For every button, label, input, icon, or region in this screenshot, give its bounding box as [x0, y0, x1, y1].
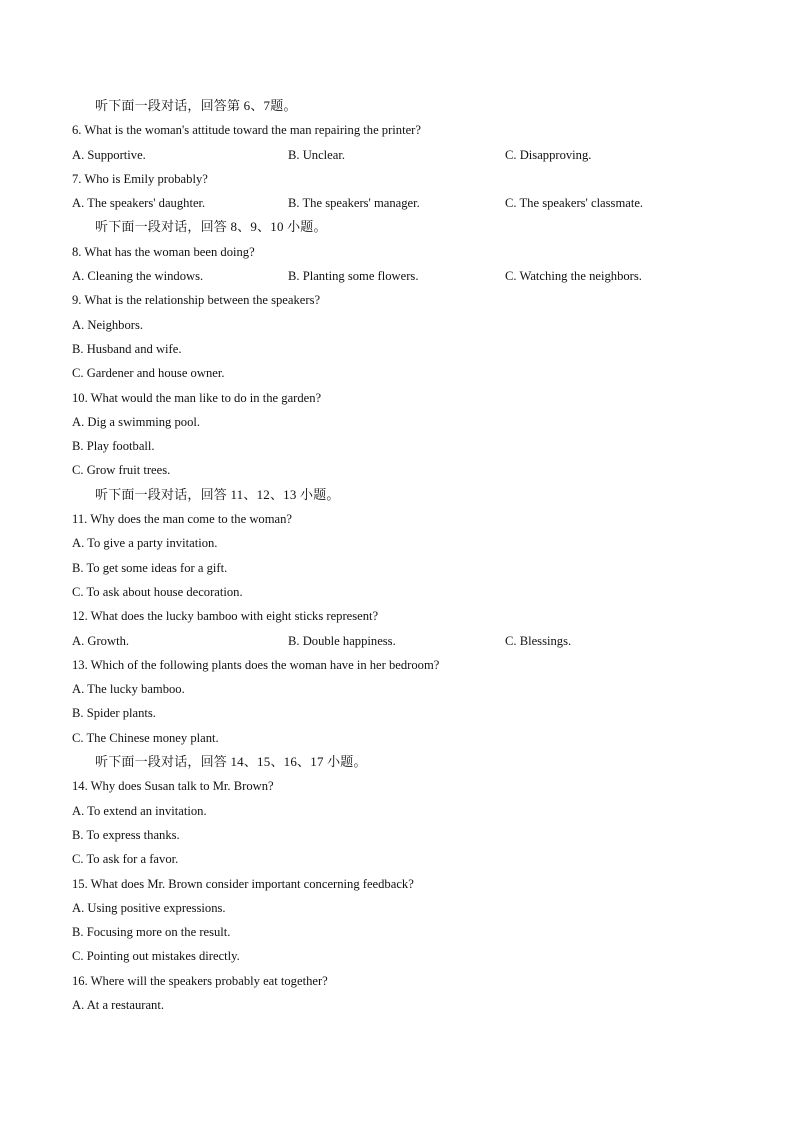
option-b: B. Husband and wife.	[72, 341, 182, 356]
section-instruction: 听下面一段对话，回答 11、12、13 小题。	[95, 486, 340, 502]
option-b: B. Play football.	[72, 439, 155, 454]
option-a: A. Using positive expressions.	[72, 900, 226, 915]
option-b: B. Double happiness.	[288, 633, 396, 648]
question-text: 9. What is the relationship between the speakers?	[72, 293, 321, 308]
option-c: C. To ask for a favor.	[72, 852, 179, 867]
option-b: B. Spider plants.	[72, 706, 156, 721]
option-c: C. To ask about house decoration.	[72, 584, 243, 599]
option-a: A. The lucky bamboo.	[72, 682, 185, 697]
section-instruction: 听下面一段对话，回答 14、15、16、17 小题。	[95, 754, 367, 770]
question-text: 8. What has the woman been doing?	[72, 244, 255, 259]
option-c: C. Pointing out mistakes directly.	[72, 949, 240, 964]
option-b: B. Planting some flowers.	[288, 269, 419, 284]
option-a: A. Dig a swimming pool.	[72, 414, 201, 429]
question-text: 14. Why does Susan talk to Mr. Brown?	[72, 779, 274, 794]
question-text: 16. Where will the speakers probably eat together?	[72, 973, 328, 988]
option-c: C. The speakers' classmate.	[505, 196, 644, 211]
section-instruction: 听下面一段对话，回答 8、9、10 小题。	[95, 219, 327, 235]
option-a: A. Supportive.	[72, 147, 146, 162]
options-row	[72, 264, 752, 288]
option-a: A. To extend an invitation.	[72, 803, 207, 818]
option-b: B. To express thanks.	[72, 827, 180, 842]
option-b: B. To get some ideas for a gift.	[72, 560, 228, 575]
option-a: A. Growth.	[72, 633, 130, 648]
option-a: A. At a restaurant.	[72, 997, 164, 1012]
option-b: B. Focusing more on the result.	[72, 925, 231, 940]
option-c: C. Gardener and house owner.	[72, 366, 225, 381]
section-instruction: 听下面一段对话，回答第 6、7题。	[95, 98, 297, 113]
question-text: 10. What would the man like to do in the garden?	[72, 390, 322, 405]
question-text: 13. Which of the following plants does the woman have in her bedroom?	[72, 657, 440, 672]
option-a: A. Neighbors.	[72, 317, 144, 332]
option-c: C. Watching the neighbors.	[505, 269, 642, 284]
option-b: B. Unclear.	[288, 147, 346, 162]
options-row	[72, 191, 752, 215]
question-text: 11. Why does the man come to the woman?	[72, 512, 292, 527]
option-b: B. The speakers' manager.	[288, 196, 420, 211]
options-row	[72, 629, 752, 653]
question-text: 6. What is the woman's attitude toward the man repairing the printer?	[72, 123, 421, 138]
question-text: 7. Who is Emily probably?	[72, 171, 208, 186]
question-text: 15. What does Mr. Brown consider important concerning feedback?	[72, 876, 414, 891]
option-c: C. The Chinese money plant.	[72, 730, 219, 745]
option-a: A. Cleaning the windows.	[72, 269, 204, 284]
option-c: C. Grow fruit trees.	[72, 463, 171, 478]
exam-page	[72, 94, 752, 1017]
question-text: 12. What does the lucky bamboo with eight sticks represent?	[72, 609, 379, 624]
option-c: C. Blessings.	[505, 633, 572, 648]
option-a: A. The speakers' daughter.	[72, 196, 206, 211]
option-c: C. Disapproving.	[505, 147, 592, 162]
option-a: A. To give a party invitation.	[72, 536, 218, 551]
options-row	[72, 143, 752, 167]
